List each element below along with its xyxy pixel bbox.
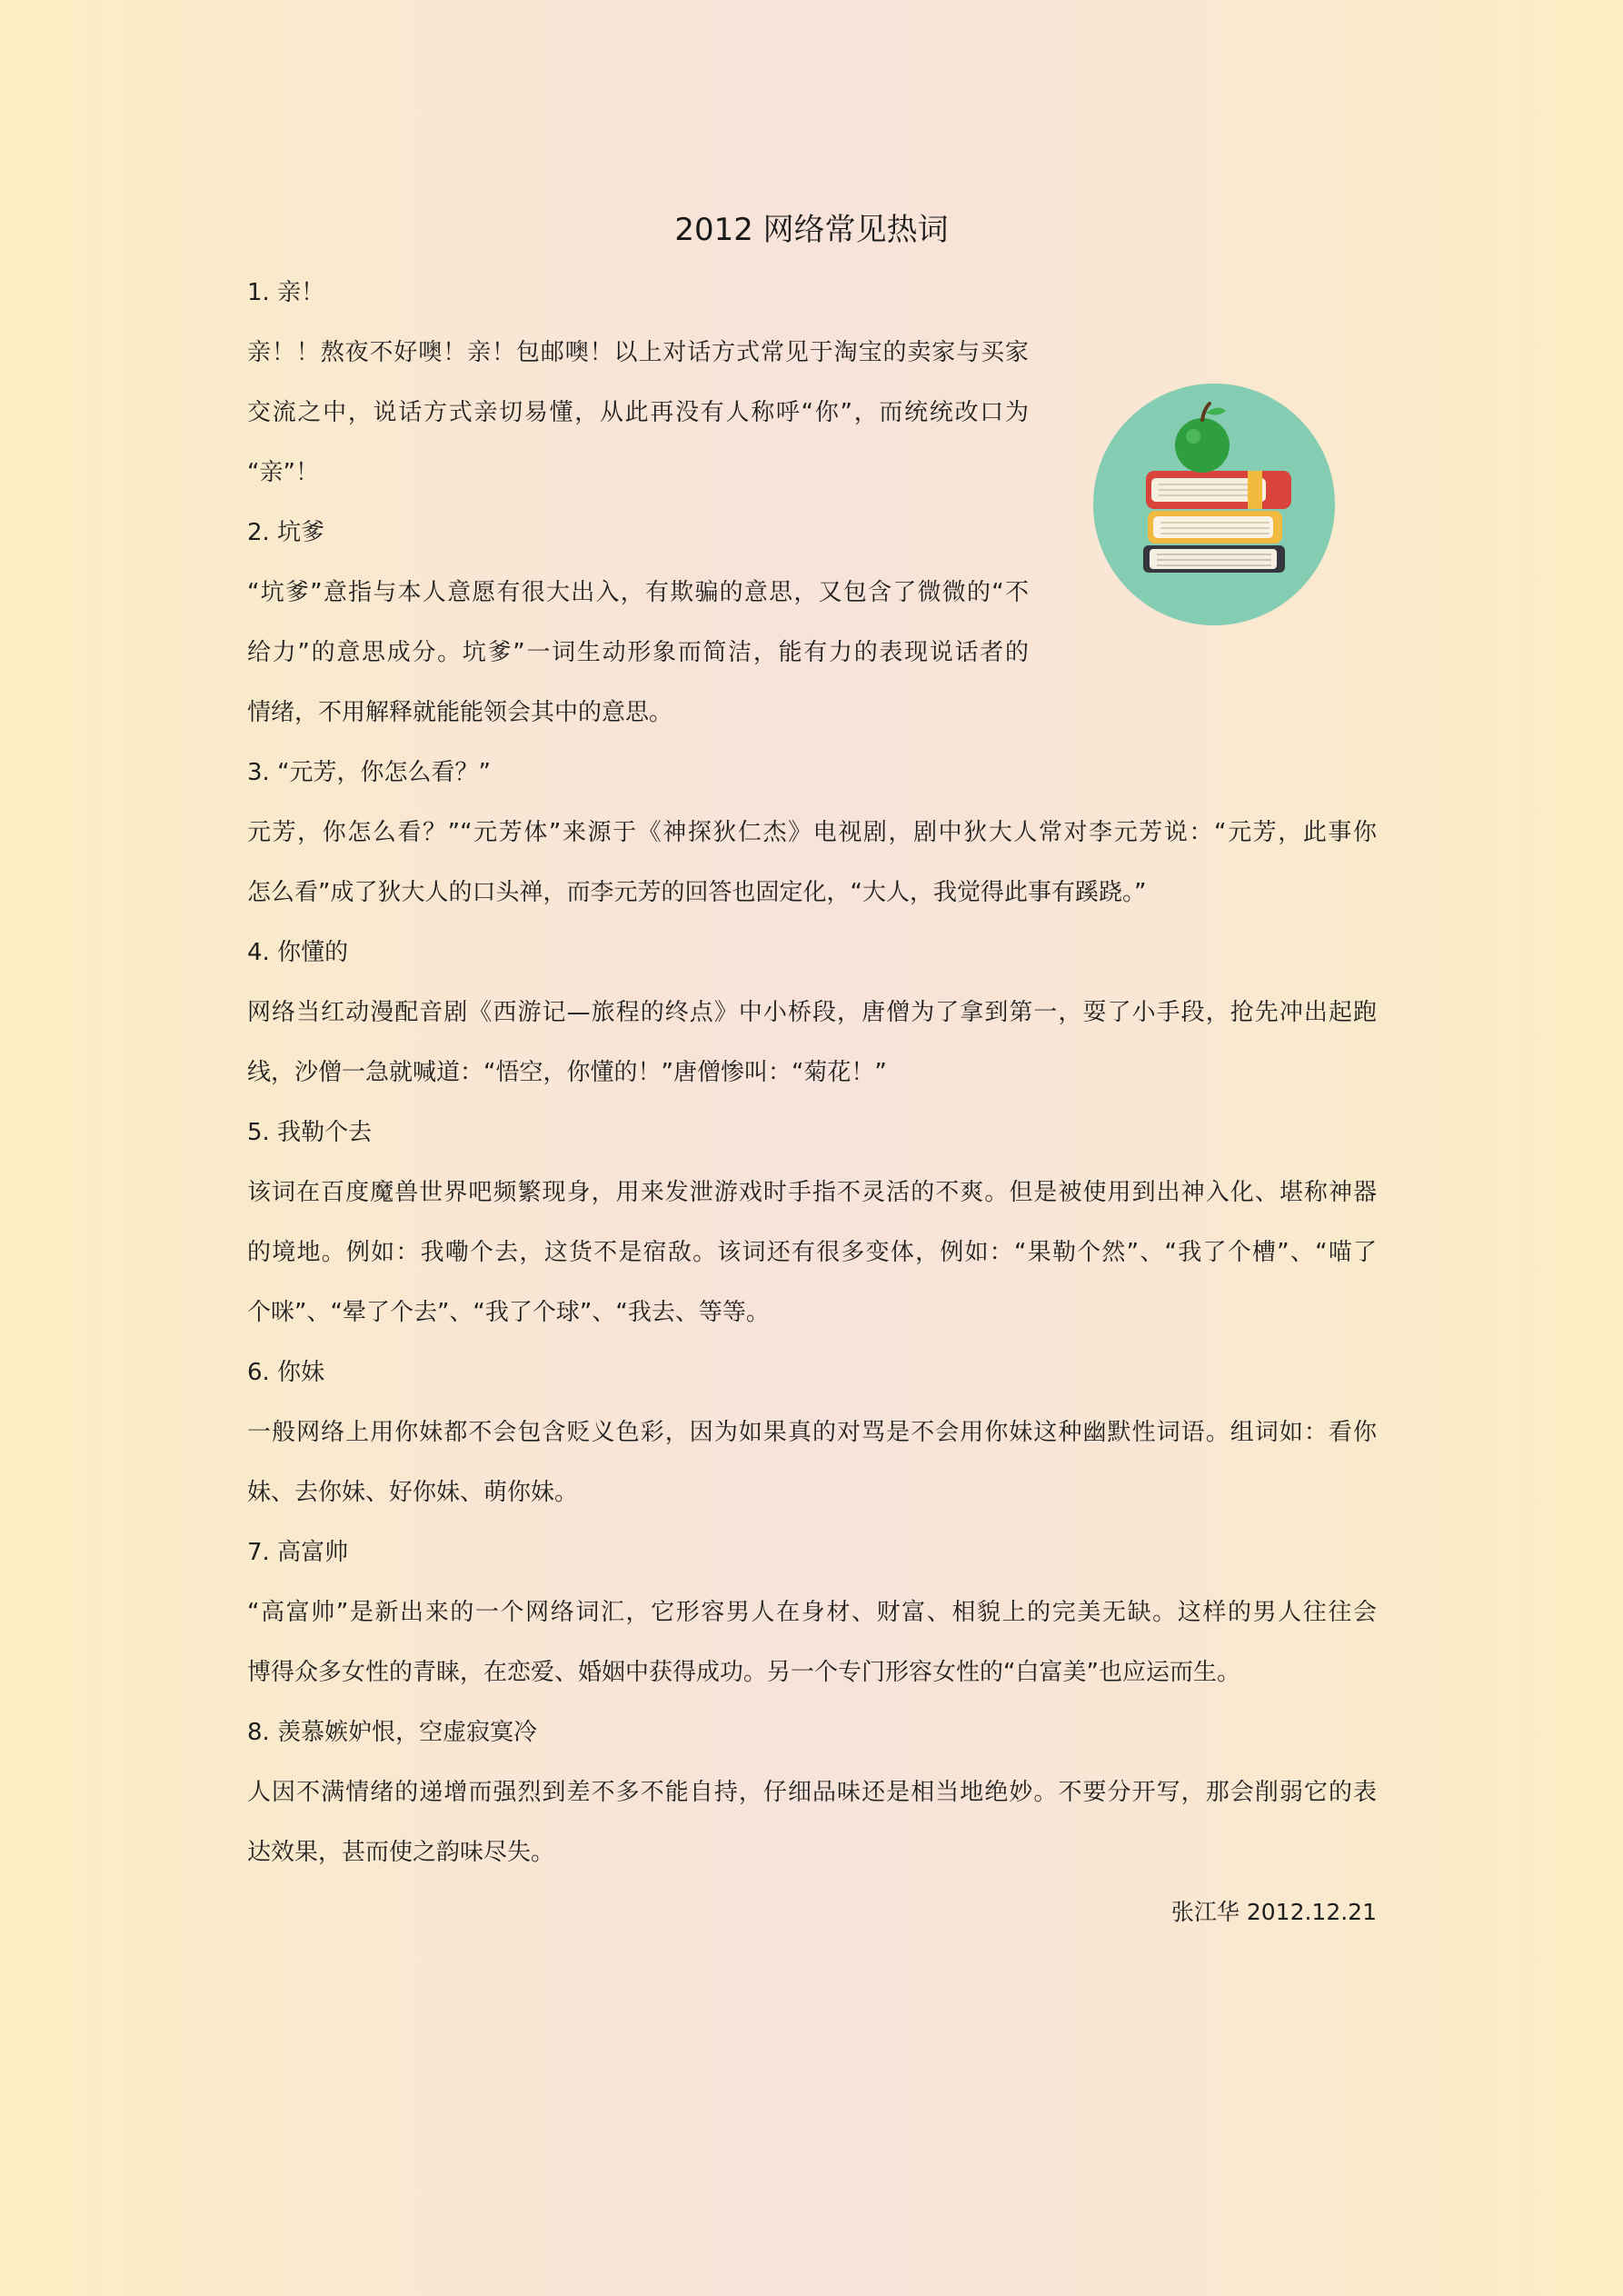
section-text-line: 元芳，你怎么看？”“元芳体”来源于《神探狄仁杰》电视剧，剧中狄大人常对李元芳说：“元芳，此事你	[247, 819, 1377, 846]
signature: 张江华 2012.12.21	[1170, 1899, 1377, 1925]
section-text-line: 达效果，甚而使之韵味尽失。	[247, 1839, 555, 1866]
section-heading: 1. 亲！	[247, 279, 325, 306]
section-text-line: 亲！！熬夜不好噢！亲！包邮噢！以上对话方式常见于淘宝的卖家与买家	[247, 339, 1029, 366]
section-text-line: 情绪，不用解释就能能领会其中的意思。	[247, 699, 673, 726]
books-apple-icon	[1093, 384, 1335, 625]
section-text-line: “亲”！	[247, 459, 319, 486]
section-heading: 7. 高富帅	[247, 1539, 349, 1566]
page-title: 2012 网络常见热词	[674, 212, 949, 248]
section-text-line: 网络当红动漫配音剧《西游记—旅程的终点》中小桥段，唐僧为了拿到第一，耍了小手段，抢先冲出起跑	[247, 999, 1377, 1026]
section-text-line: “高富帅”是新出来的一个网络词汇，它形容男人在身材、财富、相貌上的完美无缺。这样的男人往往会	[247, 1599, 1377, 1626]
section-text-line: 给力”的意思成分。坑爹”一词生动形象而简洁，能有力的表现说话者的	[247, 639, 1029, 666]
section-heading: 4. 你懂的	[247, 939, 349, 966]
section-heading: 3. “元芳，你怎么看？”	[247, 759, 492, 786]
section-heading: 6. 你妹	[247, 1359, 325, 1386]
section-text-line: 个咪”、“晕了个去”、“我了个球”、“我去、等等。	[247, 1299, 770, 1326]
section-text-line: 交流之中，说话方式亲切易懂，从此再没有人称呼“你”，而统统改口为	[247, 399, 1029, 426]
section-heading: 5. 我勒个去	[247, 1119, 373, 1146]
section-text-line: 怎么看”成了狄大人的口头禅，而李元芳的回答也固定化，“大人，我觉得此事有蹊跷。”	[247, 879, 1147, 906]
section-heading: 8. 羡慕嫉妒恨，空虚寂寞冷	[247, 1719, 538, 1746]
section-text-line: “坑爹”意指与本人意愿有很大出入，有欺骗的意思，又包含了微微的“不	[247, 579, 1029, 606]
section-text-line: 线，沙僧一急就喊道：“悟空，你懂的！”唐僧惨叫：“菊花！”	[247, 1059, 887, 1086]
section-heading: 2. 坑爹	[247, 519, 325, 546]
section-text-line: 人因不满情绪的递增而强烈到差不多不能自持，仔细品味还是相当地绝妙。不要分开写，那会削弱它的表	[247, 1779, 1377, 1806]
section-text-line: 妹、去你妹、好你妹、萌你妹。	[247, 1479, 579, 1506]
section-text-line: 一般网络上用你妹都不会包含贬义色彩，因为如果真的对骂是不会用你妹这种幽默性词语。组词如：看你	[247, 1419, 1377, 1446]
section-text-line: 的境地。例如：我嘞个去，这货不是宿敌。该词还有很多变体，例如：“果勒个然”、“我了个槽”、“喵了	[247, 1239, 1377, 1266]
section-text-line: 博得众多女性的青睐，在恋爱、婚姻中获得成功。另一个专门形容女性的“白富美”也应运而生。	[247, 1659, 1240, 1686]
section-text-line: 该词在百度魔兽世界吧频繁现身，用来发泄游戏时手指不灵活的不爽。但是被使用到出神入化、堪称神器	[247, 1179, 1377, 1206]
